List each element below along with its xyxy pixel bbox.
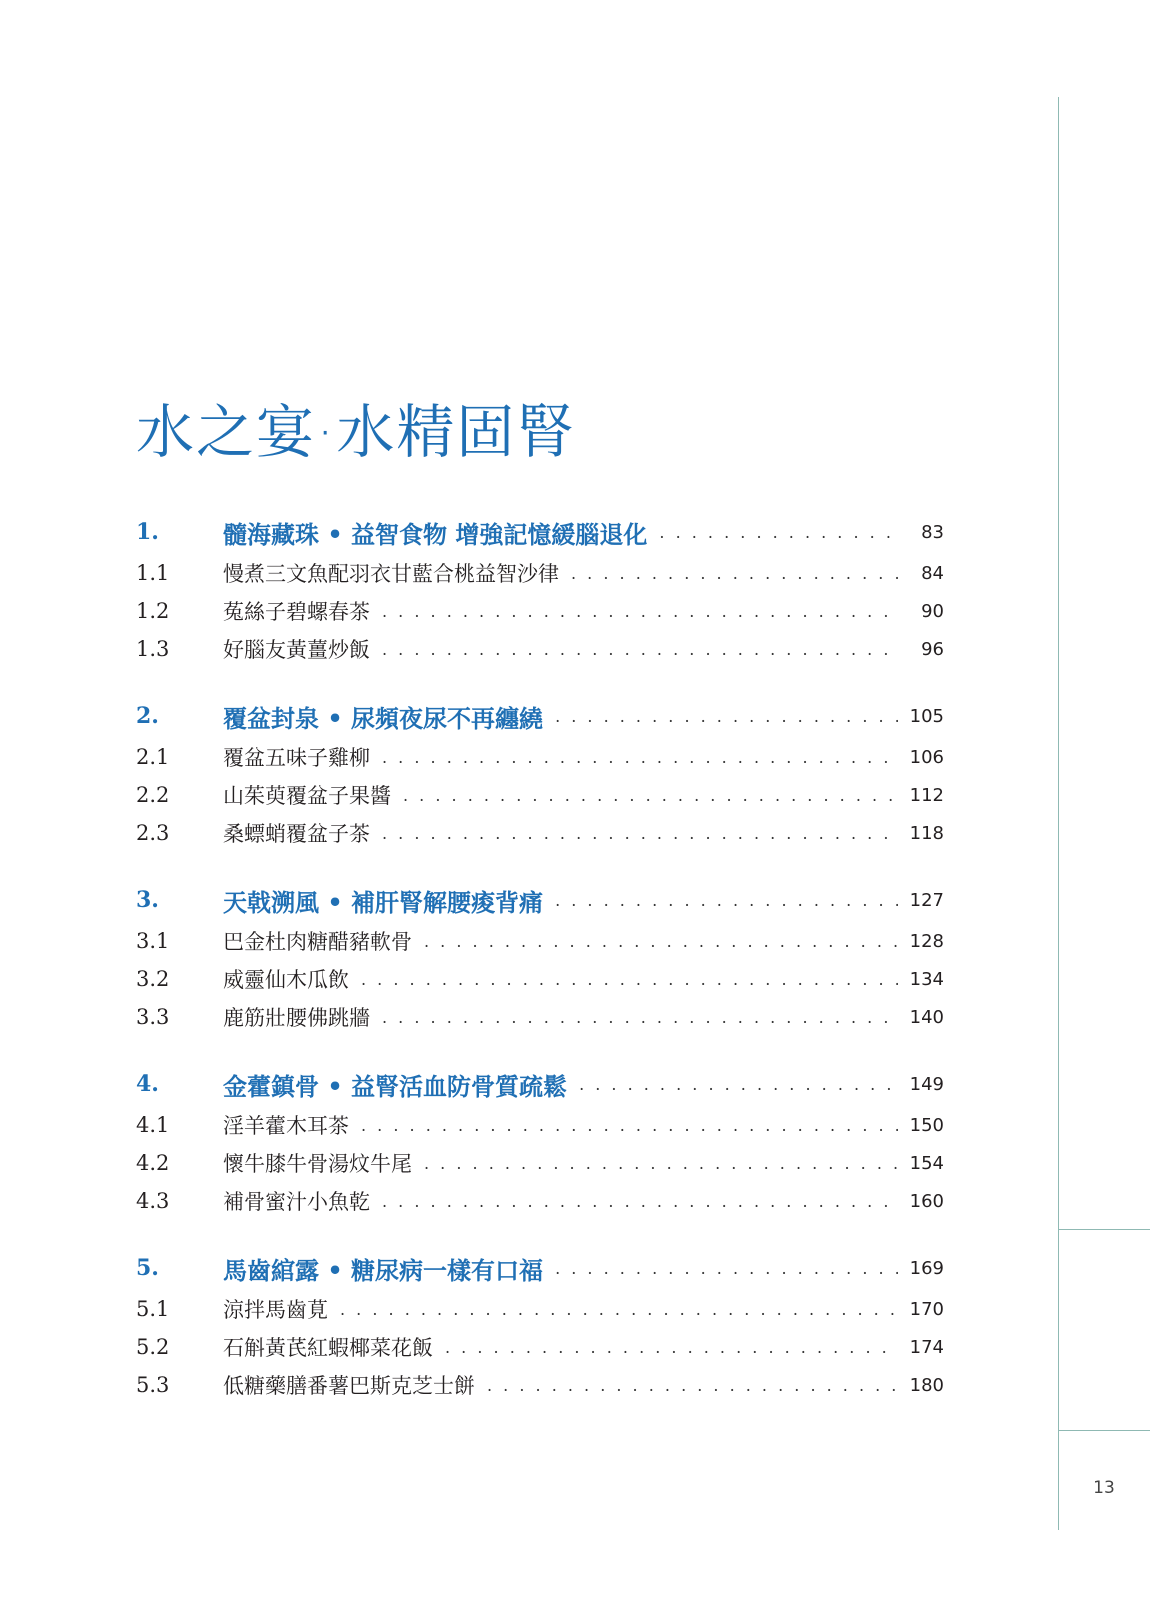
toc-title: 天戟溯風 • 補肝腎解腰痠背痛 [223, 887, 544, 917]
toc-entry[interactable] [136, 630, 944, 668]
dot-leader [424, 932, 898, 951]
toc-number: 3. [136, 887, 159, 913]
toc-section [136, 1062, 944, 1220]
dot-leader [382, 602, 898, 621]
toc-title: 涼拌馬齒莧 [223, 1298, 328, 1322]
toc-page-number: 105 [909, 705, 944, 727]
toc-number: 5. [136, 1255, 159, 1281]
dot-leader [571, 564, 898, 583]
toc-entry[interactable] [136, 1366, 944, 1404]
toc-number: 1. [136, 519, 159, 545]
toc-page-number: 140 [909, 1006, 944, 1028]
toc-page-number: 118 [909, 822, 944, 844]
dot-leader [555, 1259, 898, 1278]
toc-number: 2.3 [136, 821, 170, 845]
toc-page-number: 160 [909, 1190, 944, 1212]
toc-page-number: 106 [909, 746, 944, 768]
margin-tab-line [1058, 1229, 1150, 1230]
toc-title: 懷牛膝牛骨湯炆牛尾 [223, 1152, 412, 1176]
toc-title: 威靈仙木瓜飲 [223, 968, 349, 992]
toc-number: 2.2 [136, 783, 170, 807]
toc-section-heading[interactable] [136, 1062, 944, 1106]
toc-number: 4.2 [136, 1151, 170, 1175]
toc-number: 5.3 [136, 1373, 170, 1397]
toc-title: 鹿筋壯腰佛跳牆 [223, 1006, 370, 1030]
dot-leader [361, 970, 898, 989]
dot-leader [445, 1338, 898, 1357]
toc-section [136, 878, 944, 1036]
dot-leader [555, 891, 898, 910]
toc-title: 山茱萸覆盆子果醬 [223, 784, 391, 808]
toc-entry[interactable] [136, 1328, 944, 1366]
toc-title: 馬齒綰露 • 糖尿病一樣有口福 [223, 1255, 544, 1285]
toc-page-number: 174 [909, 1336, 944, 1358]
toc-section-heading[interactable] [136, 1246, 944, 1290]
toc-entry[interactable] [136, 960, 944, 998]
toc-entry[interactable] [136, 1290, 944, 1328]
toc-section-heading[interactable] [136, 878, 944, 922]
toc-entry[interactable] [136, 1182, 944, 1220]
toc-title: 石斛黃芪紅蝦椰菜花飯 [223, 1336, 433, 1360]
toc-section [136, 694, 944, 852]
toc-number: 4.1 [136, 1113, 170, 1137]
toc-entry[interactable] [136, 592, 944, 630]
toc-title: 補骨蜜汁小魚乾 [223, 1190, 370, 1214]
toc-number: 5.1 [136, 1297, 170, 1321]
toc-number: 1.3 [136, 637, 170, 661]
toc-number: 3.3 [136, 1005, 170, 1029]
toc-entry[interactable] [136, 998, 944, 1036]
dot-leader [659, 523, 898, 542]
dot-leader [382, 640, 898, 659]
toc-page-number: 170 [909, 1298, 944, 1320]
toc-title: 覆盆封泉 • 尿頻夜尿不再纏繞 [223, 703, 544, 733]
dot-leader [487, 1376, 898, 1395]
toc-page-number: 134 [909, 968, 944, 990]
toc-page-number: 90 [921, 600, 944, 622]
toc-section-heading[interactable] [136, 694, 944, 738]
toc-page-number: 84 [921, 562, 944, 584]
toc-title: 低糖藥膳番薯巴斯克芝士餅 [223, 1374, 475, 1398]
page-number: 13 [1093, 1478, 1115, 1498]
dot-leader [424, 1154, 898, 1173]
toc-title: 髓海藏珠 • 益智食物 增強記憶緩腦退化 [223, 519, 648, 549]
toc-entry[interactable] [136, 738, 944, 776]
toc-number: 1.1 [136, 561, 170, 585]
toc-entry[interactable] [136, 814, 944, 852]
toc-number: 2.1 [136, 745, 170, 769]
toc-title: 淫羊藿木耳茶 [223, 1114, 349, 1138]
toc-title: 桑螵蛸覆盆子茶 [223, 822, 370, 846]
toc-page-number: 154 [909, 1152, 944, 1174]
toc-section-heading[interactable] [136, 510, 944, 554]
table-of-contents [136, 510, 944, 1430]
dot-leader [361, 1116, 898, 1135]
dot-leader [579, 1075, 898, 1094]
toc-title: 好腦友黃薑炒飯 [223, 638, 370, 662]
toc-title: 慢煮三文魚配羽衣甘藍合桃益智沙律 [223, 562, 559, 586]
toc-page-number: 169 [909, 1257, 944, 1279]
toc-number: 3.1 [136, 929, 170, 953]
dot-leader [403, 786, 898, 805]
dot-leader [555, 707, 898, 726]
toc-page-number: 180 [909, 1374, 944, 1396]
toc-title: 巴金杜肉糖醋豬軟骨 [223, 930, 412, 954]
toc-number: 3.2 [136, 967, 170, 991]
chapter-title: 水之宴·水精固腎 [136, 398, 577, 466]
toc-number: 5.2 [136, 1335, 170, 1359]
toc-number: 4. [136, 1071, 159, 1097]
toc-page-number: 149 [909, 1073, 944, 1095]
toc-number: 1.2 [136, 599, 170, 623]
toc-number: 4.3 [136, 1189, 170, 1213]
margin-tab-line [1058, 1430, 1150, 1431]
toc-section [136, 1246, 944, 1404]
toc-title: 菟絲子碧螺春茶 [223, 600, 370, 624]
page-edge-rule [1058, 97, 1059, 1530]
toc-entry[interactable] [136, 922, 944, 960]
toc-entry[interactable] [136, 1106, 944, 1144]
dot-leader [382, 748, 898, 767]
toc-page-number: 150 [909, 1114, 944, 1136]
toc-title: 金藿鎮骨 • 益腎活血防骨質疏鬆 [223, 1071, 568, 1101]
toc-page-number: 127 [909, 889, 944, 911]
dot-leader [382, 1192, 898, 1211]
toc-section [136, 510, 944, 668]
toc-number: 2. [136, 703, 159, 729]
dot-leader [382, 824, 898, 843]
toc-entry[interactable] [136, 1144, 944, 1182]
toc-page-number: 128 [909, 930, 944, 952]
toc-page-number: 96 [921, 638, 944, 660]
dot-leader [382, 1008, 898, 1027]
toc-page-number: 112 [909, 784, 944, 806]
toc-entry[interactable] [136, 776, 944, 814]
toc-page-number: 83 [921, 521, 944, 543]
toc-entry[interactable] [136, 554, 944, 592]
dot-leader [340, 1300, 898, 1319]
toc-title: 覆盆五味子雞柳 [223, 746, 370, 770]
